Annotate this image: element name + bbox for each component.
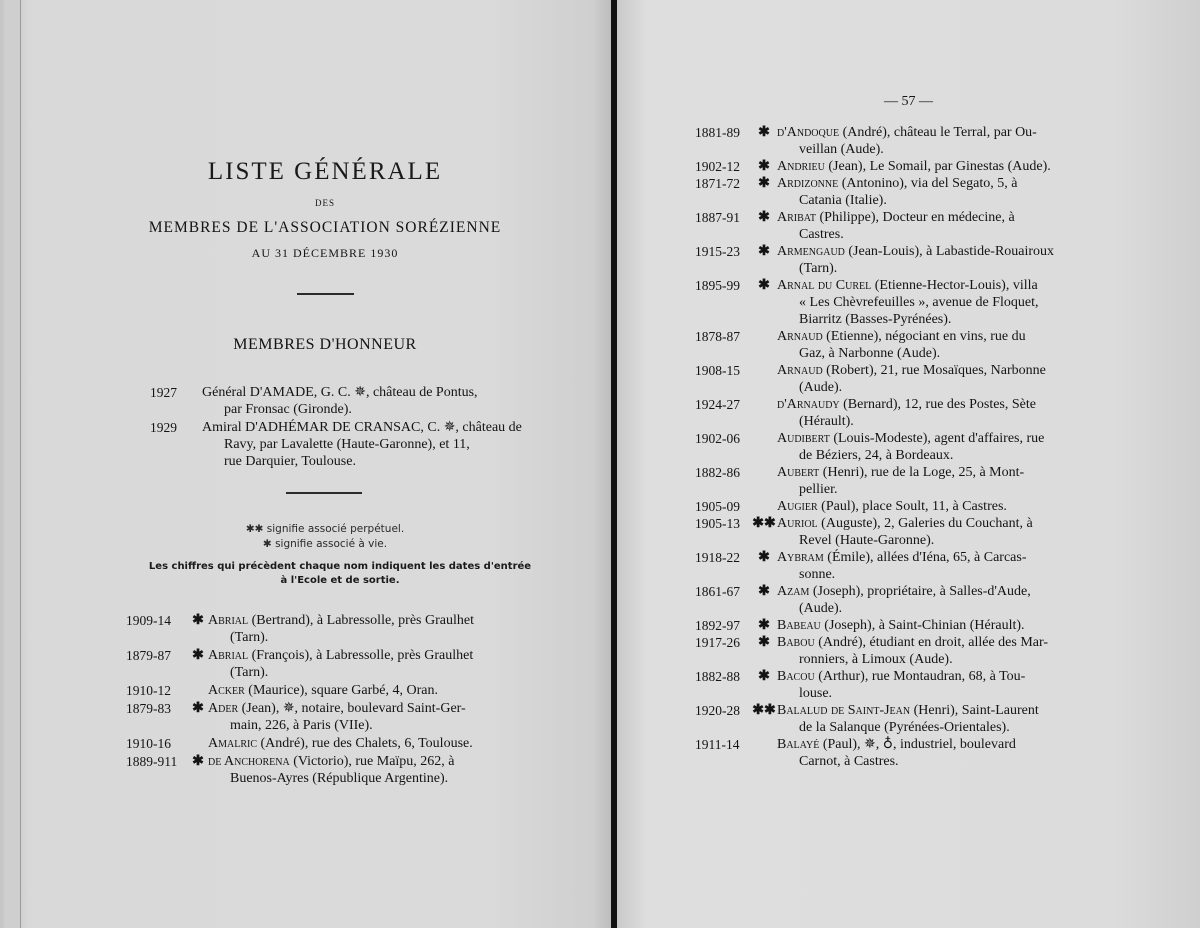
- member-line: [777, 464, 1195, 481]
- member-years: 1902-12: [695, 159, 740, 174]
- member-name: Arnaud: [777, 329, 823, 344]
- member-entry: [695, 736, 1195, 770]
- member-years: 1929: [150, 420, 177, 435]
- member-text: [777, 209, 1195, 243]
- member-line: [202, 419, 550, 436]
- member-line: [777, 328, 1195, 345]
- member-name: Aubert: [777, 465, 820, 480]
- member-text: [777, 668, 1195, 702]
- member-details: louse.: [799, 686, 833, 701]
- member-details: de Béziers, 24, à Bordeaux.: [799, 448, 954, 463]
- member-line: [777, 226, 1195, 243]
- member-years: 1905-09: [695, 499, 740, 514]
- member-entry: [695, 124, 1195, 158]
- member-years: 1902-06: [695, 431, 740, 446]
- right-page: [617, 0, 1200, 928]
- member-text: [202, 384, 550, 418]
- member-line: [777, 277, 1195, 294]
- member-years: 1910-16: [126, 736, 171, 751]
- member-details: par Fronsac (Gironde).: [224, 402, 352, 417]
- dates-note: [130, 560, 550, 588]
- member-name: Babou: [777, 635, 815, 650]
- member-line: [777, 481, 1195, 498]
- member-details: Gaz, à Narbonne (Aude).: [799, 346, 941, 361]
- legend-perpetual-text: signifie associé perpétuel.: [266, 523, 405, 535]
- member-line: [777, 396, 1195, 413]
- member-details: (Etienne-Hector-Louis), villa: [874, 278, 1038, 293]
- member-details: (André), château le Terral, par Ou-: [842, 125, 1037, 140]
- member-name: Abrial: [208, 613, 249, 628]
- star-icon: ✱: [192, 754, 204, 769]
- member-name: Aribat: [777, 210, 817, 225]
- member-text: [208, 735, 566, 752]
- member-entry: [695, 277, 1195, 328]
- member-line: [777, 260, 1195, 277]
- member-details: veillan (Aude).: [799, 142, 884, 157]
- member-entry: [126, 700, 566, 734]
- member-details: (Tarn).: [230, 665, 269, 680]
- divider-rule: [286, 492, 362, 494]
- member-entry: [695, 617, 1195, 634]
- double-star-icon: ✱✱: [245, 523, 264, 535]
- member-line: [777, 498, 1195, 515]
- member-details: (André), rue des Chalets, 6, Toulouse.: [260, 736, 473, 751]
- member-years: 1905-13: [695, 516, 740, 531]
- member-line: [208, 700, 566, 717]
- member-line: [202, 436, 550, 453]
- member-name: Armengaud: [777, 244, 845, 259]
- member-line: [777, 124, 1195, 141]
- member-details: (Bernard), 12, rue des Postes, Sète: [843, 397, 1036, 412]
- member-entry: [695, 515, 1195, 549]
- star-icon: ✱: [758, 584, 770, 599]
- star-icon: ✱: [758, 550, 770, 565]
- star-icon: ✱: [262, 538, 272, 550]
- member-text: [777, 702, 1195, 736]
- member-line: [777, 175, 1195, 192]
- member-years: 1910-12: [126, 683, 171, 698]
- member-line: [777, 719, 1195, 736]
- member-name: Acker: [208, 683, 245, 698]
- member-text: [208, 753, 566, 787]
- member-line: [777, 549, 1195, 566]
- member-details: (Tarn).: [230, 630, 269, 645]
- member-line: [777, 566, 1195, 583]
- member-line: [777, 379, 1195, 396]
- star-icon: ✱: [192, 613, 204, 628]
- member-entry: [695, 396, 1195, 430]
- member-years: 1882-86: [695, 465, 740, 480]
- member-years: 1927: [150, 385, 177, 400]
- member-details: (Émile), allées d'Iéna, 65, à Carcas-: [827, 550, 1027, 565]
- member-line: [777, 651, 1195, 668]
- member-details: (André), étudiant en droit, allée des Mar-: [818, 635, 1049, 650]
- member-entry: [695, 328, 1195, 362]
- member-years: 1892-97: [695, 618, 740, 633]
- member-entry: [695, 430, 1195, 464]
- star-icon: ✱: [758, 125, 770, 140]
- member-line: [777, 158, 1195, 175]
- member-list-right: [695, 124, 1195, 770]
- member-entry: [695, 583, 1195, 617]
- member-details: (Aude).: [799, 601, 843, 616]
- member-text: [777, 430, 1195, 464]
- member-name: Arnal du Curel: [777, 278, 872, 293]
- member-details: (Hérault).: [799, 414, 854, 429]
- member-details: Carnot, à Castres.: [799, 754, 899, 769]
- member-details: (Arthur), rue Montaudran, 68, à Tou-: [818, 669, 1026, 684]
- member-text: [777, 583, 1195, 617]
- member-line: [777, 413, 1195, 430]
- member-details: (Bertrand), à Labressolle, près Graulhet: [251, 613, 474, 628]
- member-line: [208, 664, 566, 681]
- member-name: Balayé: [777, 737, 820, 752]
- member-line: [777, 753, 1195, 770]
- member-details: (Jean), Le Somail, par Ginestas (Aude).: [828, 159, 1051, 174]
- member-text: [777, 549, 1195, 583]
- member-text: [777, 464, 1195, 498]
- member-details: « Les Chèvrefeuilles », avenue de Floquet,: [799, 295, 1039, 310]
- double-star-icon: ✱✱: [752, 516, 776, 531]
- member-name: d'Arnaudy: [777, 397, 840, 412]
- member-details: Général D'AMADE, G. C. ✵, château de Pontus,: [202, 385, 478, 400]
- member-line: [208, 647, 566, 664]
- member-entry: [126, 735, 566, 752]
- member-line: [777, 430, 1195, 447]
- member-line: [777, 583, 1195, 600]
- member-name: Azam: [777, 584, 810, 599]
- member-name: Amalric: [208, 736, 258, 751]
- legend-perpetual: [0, 522, 611, 537]
- member-details: (Paul), place Soult, 11, à Castres.: [821, 499, 1007, 514]
- member-entry: [126, 612, 566, 646]
- star-icon: ✱: [758, 244, 770, 259]
- star-icon: ✱: [758, 159, 770, 174]
- member-text: [208, 647, 566, 681]
- member-name: de Anchorena: [208, 754, 290, 769]
- member-details: (Robert), 21, rue Mosaïques, Narbonne: [826, 363, 1046, 378]
- member-years: 1915-23: [695, 244, 740, 259]
- member-years: 1917-26: [695, 635, 740, 650]
- member-text: [777, 328, 1195, 362]
- member-line: [777, 634, 1195, 651]
- member-details: Buenos-Ayres (République Argentine).: [230, 771, 449, 786]
- member-years: 1909-14: [126, 613, 171, 628]
- member-line: [777, 447, 1195, 464]
- member-entry: [695, 243, 1195, 277]
- honor-members-list: [150, 384, 550, 471]
- member-name: Abrial: [208, 648, 249, 663]
- member-line: [777, 617, 1195, 634]
- member-name: Bacou: [777, 669, 815, 684]
- member-line: [777, 362, 1195, 379]
- member-entry: [695, 634, 1195, 668]
- member-years: 1889-911: [126, 754, 178, 769]
- member-entry: [695, 209, 1195, 243]
- member-details: (Louis-Modeste), agent d'affaires, rue: [833, 431, 1045, 446]
- member-details: (Jean-Louis), à Labastide-Rouairoux: [848, 244, 1055, 259]
- member-entry: [695, 498, 1195, 515]
- member-line: [777, 600, 1195, 617]
- member-details: (Auguste), 2, Galeries du Couchant, à: [821, 516, 1033, 531]
- member-years: 1918-22: [695, 550, 740, 565]
- member-name: Arnaud: [777, 363, 823, 378]
- member-details: Revel (Haute-Garonne).: [799, 533, 935, 548]
- legend-life-text: signifie associé à vie.: [275, 538, 388, 550]
- member-line: [777, 141, 1195, 158]
- member-entry: [695, 362, 1195, 396]
- member-details: rue Darquier, Toulouse.: [224, 454, 356, 469]
- page-edge: [4, 0, 21, 928]
- member-name: Ader: [208, 701, 239, 716]
- member-years: 1911-14: [695, 737, 740, 752]
- member-name: Aybram: [777, 550, 824, 565]
- member-entry: [695, 549, 1195, 583]
- page-title: LISTE GÉNÉRALE: [207, 158, 443, 185]
- member-years: 1879-83: [126, 701, 171, 716]
- member-text: [777, 498, 1195, 515]
- member-line: [777, 209, 1195, 226]
- member-details: (Victorio), rue Maïpu, 262, à: [293, 754, 455, 769]
- member-years: 1887-91: [695, 210, 740, 225]
- member-line: [777, 243, 1195, 260]
- member-line: [777, 702, 1195, 719]
- member-details: (Maurice), square Garbé, 4, Oran.: [248, 683, 438, 698]
- member-details: Amiral D'ADHÉMAR DE CRANSAC, C. ✵, château de: [202, 420, 522, 435]
- subtitle-association: MEMBRES DE L'ASSOCIATION SORÉZIENNE: [148, 219, 502, 236]
- member-line: [208, 753, 566, 770]
- member-list-left: [126, 612, 566, 788]
- member-text: [202, 419, 550, 470]
- member-line: [202, 453, 550, 470]
- member-name: Ardizonne: [777, 176, 839, 191]
- member-details: Castres.: [799, 227, 844, 242]
- member-years: 1861-67: [695, 584, 740, 599]
- member-details: (Etienne), négociant en vins, rue du: [826, 329, 1026, 344]
- member-entry: [695, 158, 1195, 175]
- member-years: 1871-72: [695, 176, 740, 191]
- member-details: Ravy, par Lavalette (Haute-Garonne), et 11,: [224, 437, 470, 452]
- member-line: [777, 311, 1195, 328]
- member-details: (François), à Labressolle, près Graulhet: [251, 648, 474, 663]
- star-icon: ✱: [758, 278, 770, 293]
- member-line: [208, 717, 566, 734]
- legend: [0, 522, 611, 552]
- dates-note-line: Les chiffres qui précèdent chaque nom indiquent les dates d'entrée: [148, 561, 532, 572]
- member-name: Balalud de Saint-Jean: [777, 703, 911, 718]
- member-text: [208, 612, 566, 646]
- member-entry: [695, 175, 1195, 209]
- member-text: [777, 124, 1195, 158]
- dates-note-line: à l'Ecole et de sortie.: [280, 575, 400, 586]
- member-entry: [695, 668, 1195, 702]
- member-line: [208, 612, 566, 629]
- member-years: 1882-88: [695, 669, 740, 684]
- member-text: [208, 682, 566, 699]
- member-line: [202, 401, 550, 418]
- member-details: (Joseph), propriétaire, à Salles-d'Aude,: [812, 584, 1031, 599]
- member-line: [777, 192, 1195, 209]
- member-text: [208, 700, 566, 734]
- member-entry: [126, 647, 566, 681]
- member-line: [208, 682, 566, 699]
- member-line: [208, 770, 566, 787]
- member-details: de la Salanque (Pyrénées-Orientales).: [799, 720, 1010, 735]
- member-years: 1908-15: [695, 363, 740, 378]
- subtitle-des: DES: [314, 198, 335, 208]
- member-line: [777, 294, 1195, 311]
- divider-rule: [297, 293, 354, 295]
- member-text: [777, 396, 1195, 430]
- member-details: (Philippe), Docteur en médecine, à: [819, 210, 1015, 225]
- member-text: [777, 158, 1195, 175]
- star-icon: ✱: [192, 701, 204, 716]
- member-name: Augier: [777, 499, 818, 514]
- member-details: (Joseph), à Saint-Chinian (Hérault).: [824, 618, 1025, 633]
- star-icon: ✱: [758, 176, 770, 191]
- member-name: Auriol: [777, 516, 818, 531]
- member-details: (Tarn).: [799, 261, 838, 276]
- member-line: [777, 736, 1195, 753]
- member-years: 1895-99: [695, 278, 740, 293]
- member-line: [777, 668, 1195, 685]
- member-entry: [126, 682, 566, 699]
- member-details: pellier.: [799, 482, 838, 497]
- double-star-icon: ✱✱: [752, 703, 776, 718]
- member-details: ronniers, à Limoux (Aude).: [799, 652, 953, 667]
- member-name: Babeau: [777, 618, 821, 633]
- subtitle-date: AU 31 DÉCEMBRE 1930: [251, 246, 399, 260]
- member-text: [777, 736, 1195, 770]
- member-details: (Antonino), via del Segato, 5, à: [841, 176, 1018, 191]
- member-details: main, 226, à Paris (VIIe).: [230, 718, 373, 733]
- member-years: 1920-28: [695, 703, 740, 718]
- member-years: 1878-87: [695, 329, 740, 344]
- member-details: (Jean), ✵, notaire, boulevard Saint-Ger-: [241, 701, 466, 716]
- honor-member-entry: [150, 419, 550, 470]
- member-line: [208, 629, 566, 646]
- star-icon: ✱: [758, 210, 770, 225]
- member-text: [777, 277, 1195, 328]
- star-icon: ✱: [758, 618, 770, 633]
- member-text: [777, 634, 1195, 668]
- honor-member-entry: [150, 384, 550, 418]
- member-details: Catania (Italie).: [799, 193, 887, 208]
- member-entry: [126, 753, 566, 787]
- member-name: d'Andoque: [777, 125, 840, 140]
- member-details: Biarritz (Basses-Pyrénées).: [799, 312, 952, 327]
- member-details: (Aude).: [799, 380, 843, 395]
- member-entry: [695, 464, 1195, 498]
- honor-members-heading: MEMBRES D'HONNEUR: [233, 336, 417, 353]
- member-years: 1881-89: [695, 125, 740, 140]
- member-name: Andrieu: [777, 159, 825, 174]
- member-text: [777, 362, 1195, 396]
- member-entry: [695, 702, 1195, 736]
- legend-life: [0, 537, 611, 552]
- star-icon: ✱: [758, 669, 770, 684]
- member-years: 1924-27: [695, 397, 740, 412]
- member-line: [208, 735, 566, 752]
- member-details: sonne.: [799, 567, 836, 582]
- page-number: — 57 —: [884, 94, 933, 109]
- member-line: [777, 515, 1195, 532]
- member-line: [202, 384, 550, 401]
- member-text: [777, 175, 1195, 209]
- member-name: Audibert: [777, 431, 830, 446]
- star-icon: ✱: [192, 648, 204, 663]
- member-line: [777, 532, 1195, 549]
- member-details: (Henri), rue de la Loge, 25, à Mont-: [822, 465, 1025, 480]
- member-text: [777, 515, 1195, 549]
- member-details: (Henri), Saint-Laurent: [913, 703, 1039, 718]
- star-icon: ✱: [758, 635, 770, 650]
- member-line: [777, 685, 1195, 702]
- member-years: 1879-87: [126, 648, 171, 663]
- member-text: [777, 243, 1195, 277]
- member-text: [777, 617, 1195, 634]
- member-line: [777, 345, 1195, 362]
- member-details: (Paul), ✵, ♁, industriel, boulevard: [822, 737, 1016, 752]
